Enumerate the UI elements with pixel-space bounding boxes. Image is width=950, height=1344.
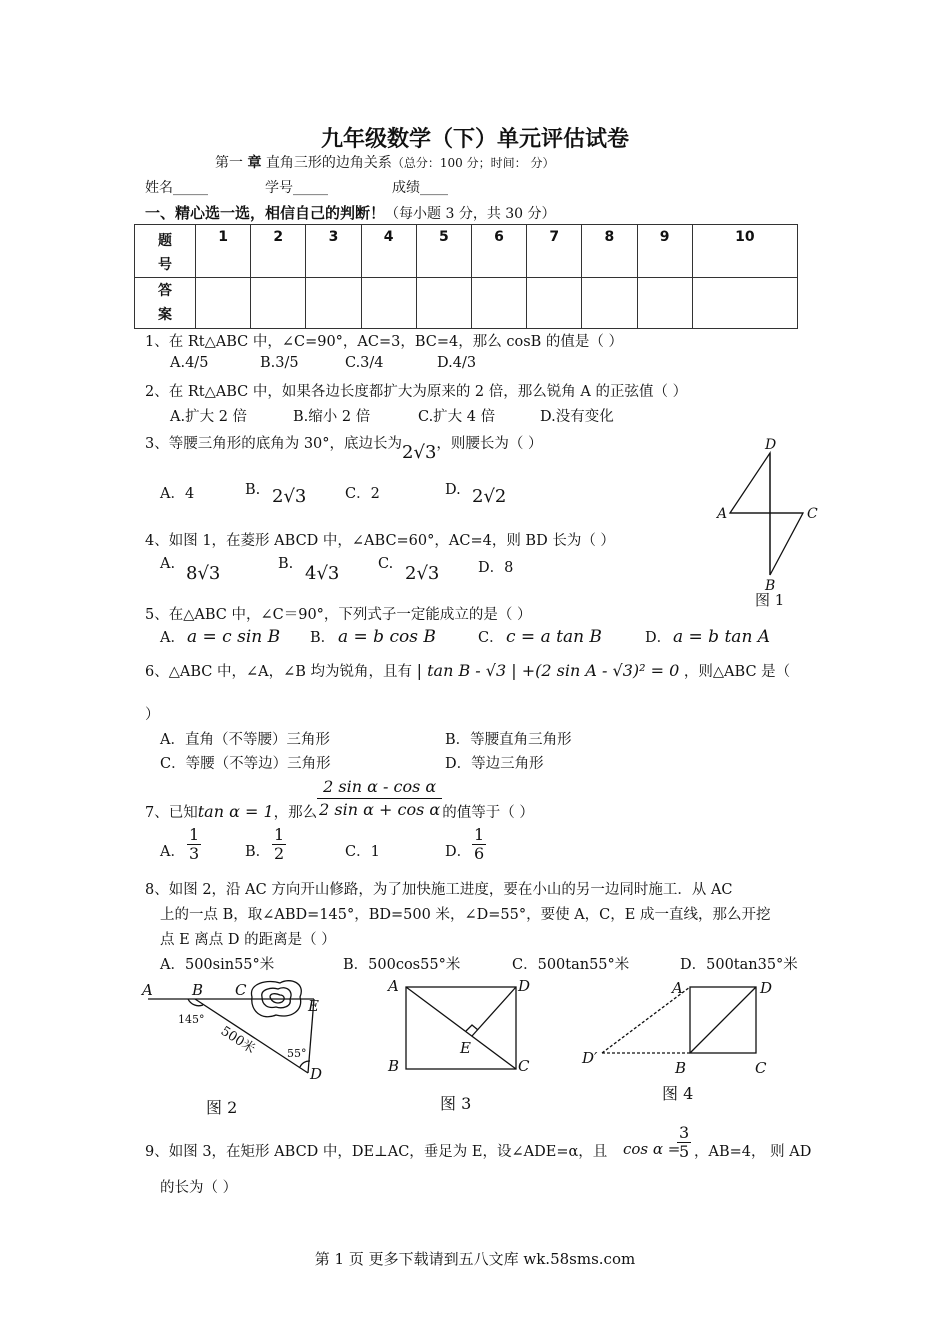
diagonal-bd	[690, 987, 756, 1053]
option-b: B.	[245, 482, 261, 498]
option-c: C.3/4	[345, 355, 384, 371]
option-b: B.3/5	[260, 355, 299, 371]
chapter-word: 章	[247, 155, 262, 171]
question-6-cont: ）	[145, 707, 160, 723]
label-d: D	[310, 1065, 323, 1083]
answer-cell[interactable]	[637, 278, 692, 329]
label-b: B	[192, 981, 204, 999]
question-number: 7	[527, 225, 582, 278]
label-e: E	[460, 1039, 471, 1057]
segment-bd	[195, 999, 308, 1073]
segment-de	[472, 987, 516, 1036]
option-b: B．等腰直角三角形	[445, 732, 572, 748]
answer-table	[134, 224, 798, 329]
question-number: 8	[582, 225, 637, 278]
rhombus-shape	[730, 453, 803, 575]
question-number: 6	[471, 225, 526, 278]
angle-55: 55°	[287, 1047, 307, 1060]
option-b-math: 4√3	[305, 563, 340, 584]
right-angle-mark	[466, 1025, 478, 1031]
option-b-math: 2√3	[272, 486, 307, 507]
chapter-name: 直角三形的边角关系	[265, 155, 392, 171]
question-number: 9	[637, 225, 692, 278]
math-expression: | tan B - √3 | +(2 sin A - √3)² = 0	[416, 661, 680, 680]
question-6: 6、△ABC 中，∠A，∠B 均为锐角，且有 | tan B - √3 | +(2 sin A - √3)² = 0 ，则△ABC 是（	[145, 661, 791, 680]
answer-cell[interactable]	[582, 278, 637, 329]
option-a: A.4/5	[170, 355, 209, 371]
page-footer: 第 1 页 更多下载请到五八文库 wk.58sms.com	[314, 1250, 636, 1268]
question-number: 10	[692, 225, 797, 278]
answer-cell[interactable]	[471, 278, 526, 329]
figure-4	[580, 975, 780, 1105]
length-label: 500米	[217, 1023, 258, 1057]
label-a: A	[717, 506, 728, 522]
table-row	[135, 225, 798, 278]
page-title: 九年级数学（下）单元评估试卷	[320, 126, 629, 152]
label-b: B	[765, 578, 776, 594]
figure-1	[715, 435, 825, 610]
label-a: A	[142, 981, 153, 999]
option-d: D．500tan35°米	[680, 957, 798, 973]
option-d: D．	[445, 844, 472, 860]
mountain-contour	[270, 994, 284, 1003]
section-heading: 一、精心选一选，相信自己的判断！（每小题 3 分，共 30 分）	[145, 204, 556, 222]
option-d: D.4/3	[437, 355, 477, 371]
figure-caption: 图 4	[662, 1084, 694, 1103]
figure-3	[380, 975, 540, 1120]
question-8-line3: 点 E 离点 D 的距离是（ ）	[160, 932, 336, 948]
label-c: C	[518, 1057, 530, 1075]
fraction: $\frac{\text{2 sin α - cos α}}{\text{2 sin α + cos α}}$	[319, 777, 441, 819]
option-a: A．	[160, 844, 185, 860]
option-d-math: a = b tan A	[673, 627, 771, 647]
question-8-line2: 上的一点 B，取∠ABD=145°，BD=500 米，∠D=55°，要使 A，C，E 成一直线，那么开挖	[160, 907, 771, 923]
mountain-contour	[262, 988, 291, 1008]
question-number: 5	[416, 225, 471, 278]
option-c-math: c = a tan B	[506, 627, 602, 647]
label-b: B	[388, 1057, 400, 1075]
figure-caption: 图 1	[755, 591, 785, 609]
math-expression: tan α = 1	[197, 801, 274, 821]
figure-2	[140, 975, 340, 1120]
option-d: D．等边三角形	[445, 756, 544, 772]
option-a: A．	[160, 630, 185, 646]
label-c: C	[235, 981, 247, 999]
option-b: B．	[310, 630, 336, 646]
option-b-fraction: $\frac{1}{2}$	[274, 825, 285, 863]
exam-meta: （总分：100 分；时间： 分）	[391, 156, 555, 170]
option-a-math: 8√3	[186, 563, 221, 584]
row-label-answer: 答 案	[135, 278, 196, 329]
score-field: 成绩____	[392, 180, 448, 196]
chapter-line	[215, 152, 554, 172]
q9-fraction: $\frac{3}{5}$	[679, 1123, 690, 1161]
option-d: D.	[445, 482, 461, 498]
option-b-math: a = b cos B	[338, 627, 436, 647]
answer-cell[interactable]	[416, 278, 471, 329]
option-c: C.扩大 4 倍	[418, 409, 496, 425]
option-a: A.	[160, 556, 176, 572]
question-2: 2、在 Rt△ABC 中，如果各边长度都扩大为原来的 2 倍，那么锐角 A 的正弦值（ ）	[145, 384, 688, 400]
figure-caption: 图 3	[440, 1094, 472, 1113]
label-c: C	[807, 506, 818, 522]
label-d: D	[760, 979, 773, 997]
option-b: B.缩小 2 倍	[293, 409, 371, 425]
name-field: 姓名_____	[145, 180, 208, 196]
label-d-prime: D′	[582, 1049, 598, 1067]
student-id-field: 学号_____	[265, 180, 328, 196]
option-c: C．	[478, 630, 504, 646]
label-c: C	[755, 1059, 767, 1077]
option-c: C.	[378, 556, 394, 572]
option-d-math: 2√2	[472, 486, 507, 507]
option-c: C．2	[345, 486, 380, 502]
option-c: C．等腰（不等边）三角形	[160, 756, 331, 772]
option-b: B.	[278, 556, 294, 572]
answer-cell[interactable]	[251, 278, 306, 329]
question-5: 5、在△ABC 中，∠C＝90°，下列式子一定能成立的是（ ）	[145, 607, 532, 623]
question-4: 4、如图 1，在菱形 ABCD 中，∠ABC=60°，AC=4，则 BD 长为（ ）	[145, 533, 615, 549]
question-3: 3、等腰三角形的底角为 30°，底边长为2√3，则腰长为（ ）	[145, 436, 543, 463]
option-a: A．4	[160, 486, 195, 502]
label-d: D	[765, 437, 777, 453]
question-9-line1: 9、如图 3，在矩形 ABCD 中，DE⊥AC，垂足为 E，设∠ADE=α，且	[145, 1144, 608, 1160]
option-a-fraction: $\frac{1}{3}$	[189, 825, 200, 863]
answer-cell[interactable]	[361, 278, 416, 329]
answer-cell[interactable]	[196, 278, 251, 329]
cos-expression: cos α =	[623, 1140, 681, 1158]
question-9-line2: 的长为（ ）	[160, 1180, 238, 1196]
question-9-line1-end: ，AB=4， 则 AD	[694, 1144, 812, 1160]
option-d: D．	[645, 630, 672, 646]
figure-caption: 图 2	[206, 1098, 238, 1117]
option-d: D．8	[478, 560, 514, 576]
question-number: 4	[361, 225, 416, 278]
label-a: A	[672, 979, 683, 997]
option-a: A．直角（不等腰）三角形	[160, 732, 330, 748]
option-a: A．500sin55°米	[160, 957, 275, 973]
option-b: B．500cos55°米	[343, 957, 461, 973]
option-c: C．1	[345, 844, 380, 860]
option-c-math: 2√3	[405, 563, 440, 584]
chapter-prefix: 第一	[215, 155, 243, 171]
answer-cell[interactable]	[692, 278, 797, 329]
option-a-math: a = c sin B	[187, 627, 281, 647]
label-a: A	[388, 977, 399, 995]
question-number: 3	[306, 225, 361, 278]
angle-145: 145°	[178, 1013, 205, 1026]
label-b: B	[675, 1059, 687, 1077]
question-number: 1	[196, 225, 251, 278]
section-note: （每小题 3 分，共 30 分）	[385, 206, 556, 222]
question-8-line1: 8、如图 2，沿 AC 方向开山修路，为了加快施工进度，要在小山的另一边同时施工．从 AC	[145, 882, 733, 898]
option-c: C．500tan55°米	[512, 957, 630, 973]
option-d-fraction: $\frac{1}{6}$	[474, 825, 485, 863]
answer-cell[interactable]	[306, 278, 361, 329]
row-label-number: 题 号	[135, 225, 196, 278]
option-d: D.没有变化	[540, 409, 614, 425]
question-number: 2	[251, 225, 306, 278]
label-e: E	[308, 997, 319, 1015]
option-a: A.扩大 2 倍	[170, 409, 248, 425]
option-b: B．	[245, 844, 271, 860]
question-7: 7、已知tan α = 1，那么 $\frac{\text{2 sin α - cos α}}{\text{2 sin α + cos α}}$ 的值等于（ ）	[145, 777, 534, 821]
table-row	[135, 278, 798, 329]
question-1: 1、在 Rt△ABC 中，∠C=90°，AC=3，BC=4，那么 cosB 的值是（ ）	[145, 334, 624, 350]
answer-cell[interactable]	[527, 278, 582, 329]
math-expression: 2√3	[402, 442, 437, 463]
label-d: D	[518, 977, 531, 995]
